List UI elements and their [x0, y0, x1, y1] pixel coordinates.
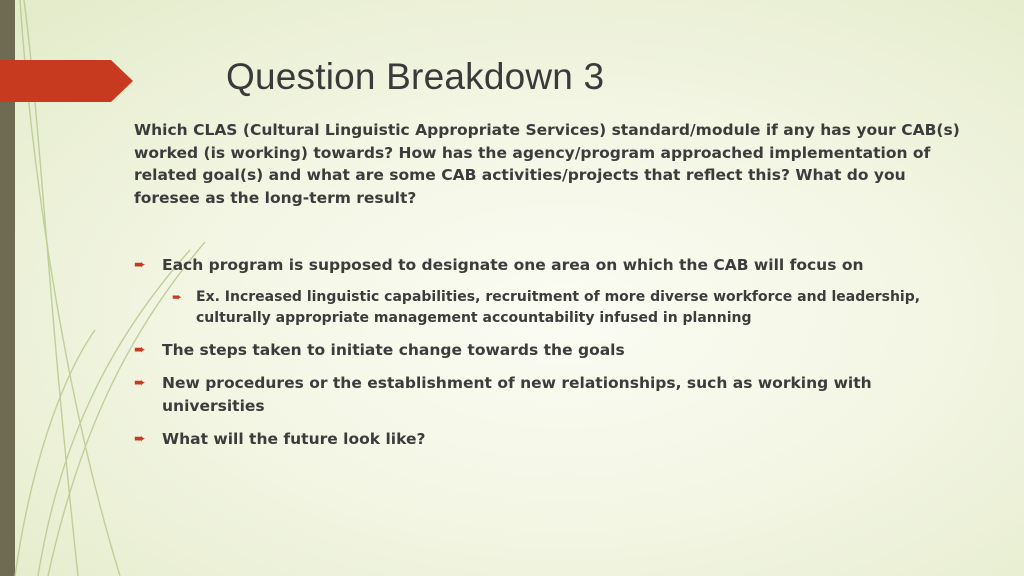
bullet-text: What will the future look like?	[162, 430, 426, 448]
sub-bullet-item	[134, 287, 964, 329]
arrow-right-icon: ➨	[172, 290, 183, 304]
bullet-list	[134, 254, 964, 451]
bullet-text: The steps taken to initiate change towards the goals	[162, 341, 625, 359]
arrow-right-icon: ➨	[134, 431, 146, 447]
bullet-item	[134, 339, 964, 362]
bullet-text: Each program is supposed to designate one area on which the CAB will focus on	[162, 256, 864, 274]
bullet-item	[134, 254, 964, 277]
question-text: Which CLAS (Cultural Linguistic Appropriate Services) standard/module if any has your CAB(s) worked (is working) towards? How has the agency/program approached implementation of related goal(s) and what are some CAB activities/projects that reflect this? What do you foresee as the long-term result?	[134, 121, 960, 207]
arrow-right-icon: ➨	[134, 375, 146, 391]
bullet-item	[134, 372, 964, 418]
bullet-item	[134, 428, 964, 451]
bullet-text: New procedures or the establishment of new relationships, such as working with universities	[162, 374, 872, 415]
bullet-text: Ex. Increased linguistic capabilities, recruitment of more diverse workforce and leadership, culturally appropriate management accountability infused in planning	[196, 289, 921, 326]
arrow-right-icon: ➨	[134, 257, 146, 273]
title-accent-tab	[0, 60, 133, 102]
arrow-right-icon: ➨	[134, 342, 146, 358]
slide-title: Question Breakdown 3	[226, 56, 605, 97]
